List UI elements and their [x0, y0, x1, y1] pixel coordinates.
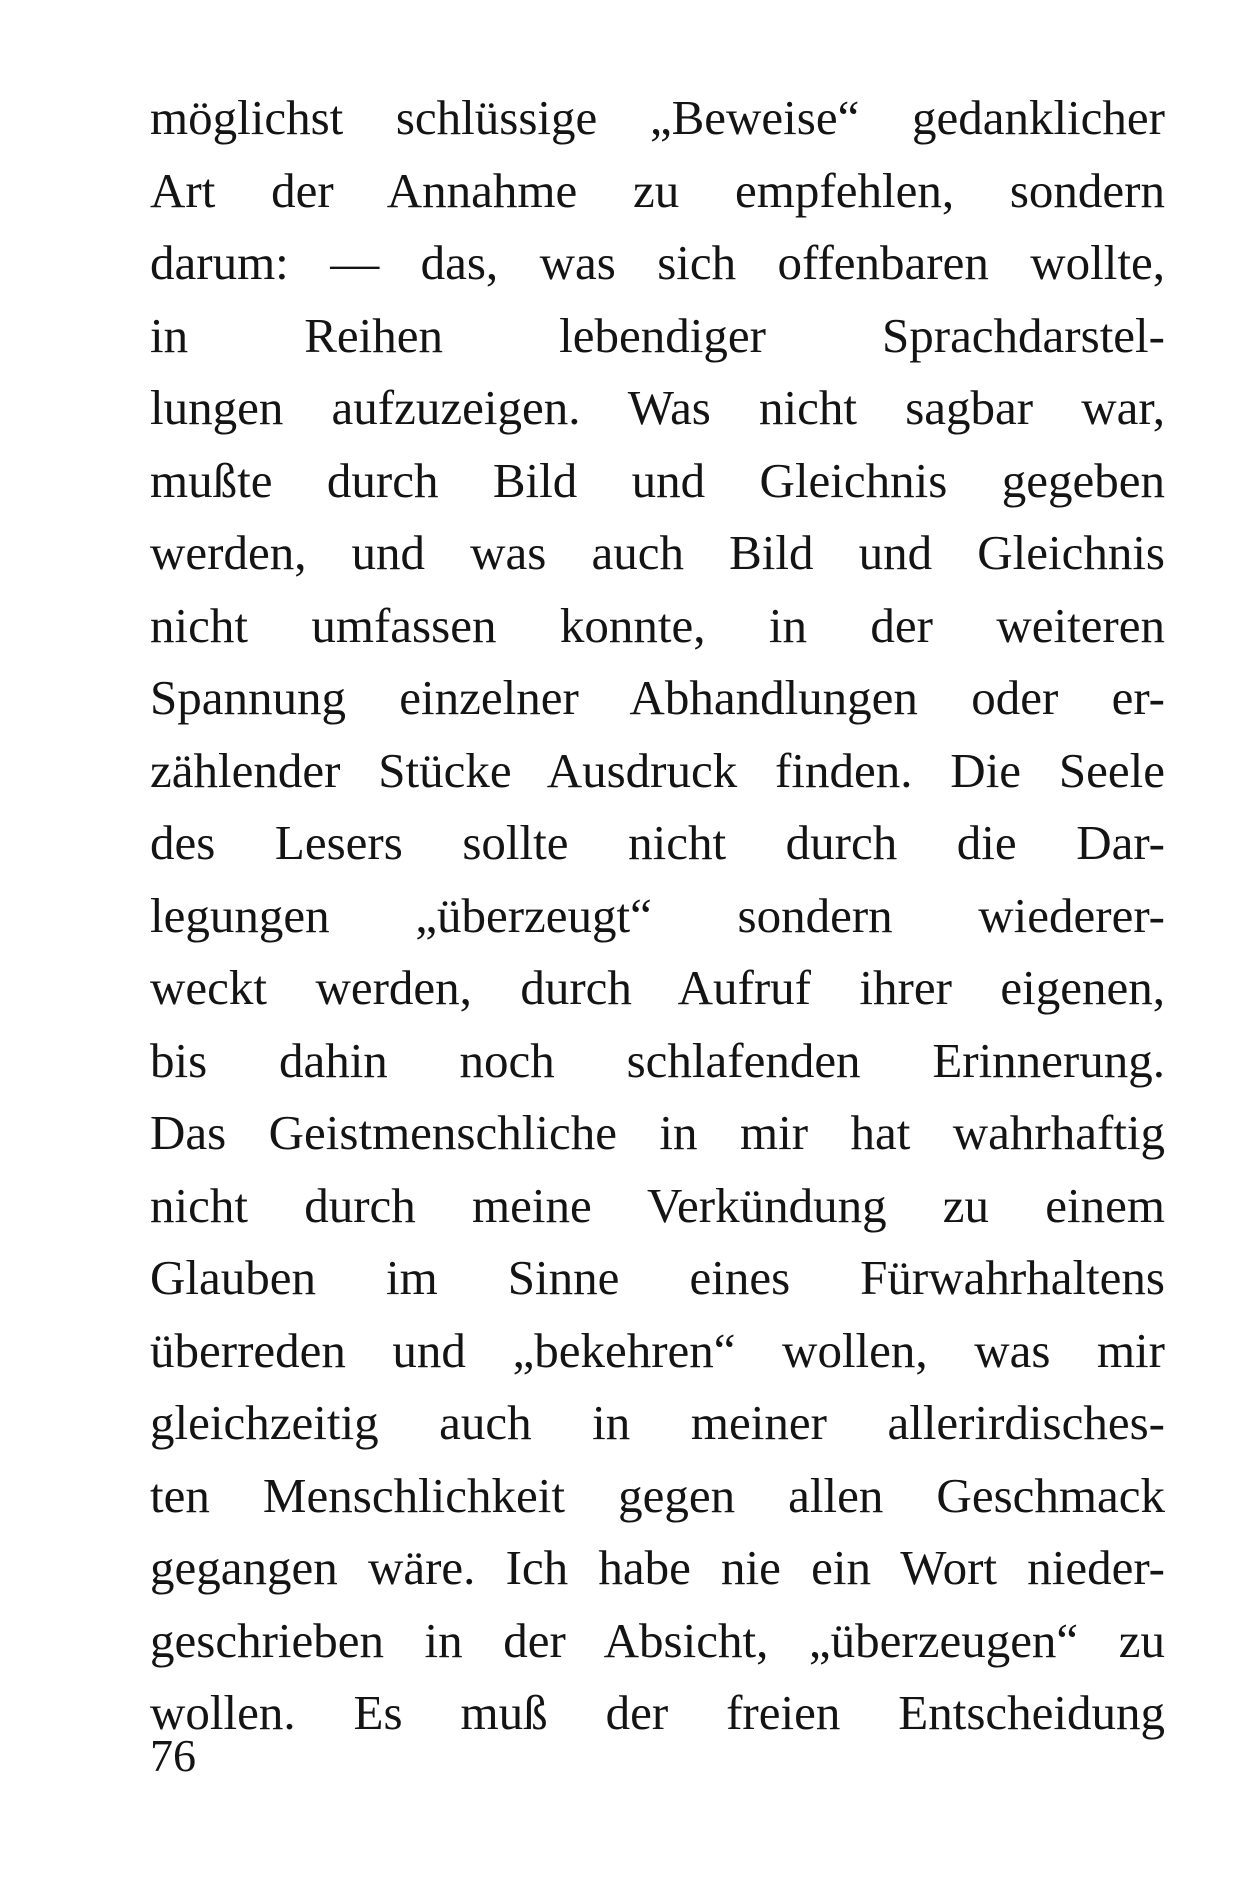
text-line-19: gleichzeitig auch in meiner allerirdisches- [150, 1395, 1165, 1450]
text-line-10: zählender Stücke Ausdruck finden. Die Seele [150, 742, 1165, 798]
text-line-20: ten Menschlichkeit gegen allen Geschmack [150, 1467, 1165, 1523]
text-line-14: bis dahin noch schlafenden Erinnerung. [150, 1032, 1165, 1088]
text-line-22: geschrieben in der Absicht, „überzeugen“ zu [150, 1612, 1165, 1668]
text-line-1: möglichst schlüssige „Beweise“ gedanklicher [150, 90, 1165, 145]
body-text [150, 82, 1165, 1750]
text-line-12: legungen „überzeugt“ sondern wiederer- [150, 887, 1165, 943]
text-line-5: lungen aufzuzeigen. Was nicht sagbar war, [150, 380, 1165, 435]
text-line-18: überreden und „bekehren“ wollen, was mir [150, 1322, 1165, 1378]
text-line-16: nicht durch meine Verkündung zu einem [150, 1177, 1165, 1233]
text-line-7: werden, und was auch Bild und Gleichnis [150, 525, 1165, 580]
text-line-23: wollen. Es muß der freien Entscheidung [150, 1685, 1165, 1740]
text-line-4: in Reihen lebendiger Sprachdarstel- [150, 307, 1165, 363]
text-line-6: mußte durch Bild und Gleichnis gegeben [150, 452, 1165, 508]
text-line-17: Glauben im Sinne eines Fürwahrhaltens [150, 1250, 1165, 1305]
text-line-11: des Lesers sollte nicht durch die Dar- [150, 815, 1165, 870]
text-line-3: darum: — das, was sich offenbaren wollte, [150, 235, 1165, 290]
text-line-15: Das Geistmenschliche in mir hat wahrhaftig [150, 1105, 1165, 1160]
text-line-9: Spannung einzelner Abhandlungen oder er- [150, 670, 1165, 725]
text-line-2: Art der Annahme zu empfehlen, sondern [150, 162, 1165, 218]
text-line-8: nicht umfassen konnte, in der weiteren [150, 597, 1165, 653]
page-number: 76 [150, 1730, 196, 1781]
text-line-13: weckt werden, durch Aufruf ihrer eigenen, [150, 960, 1165, 1015]
text-line-21: gegangen wäre. Ich habe nie ein Wort nieder- [150, 1540, 1165, 1595]
